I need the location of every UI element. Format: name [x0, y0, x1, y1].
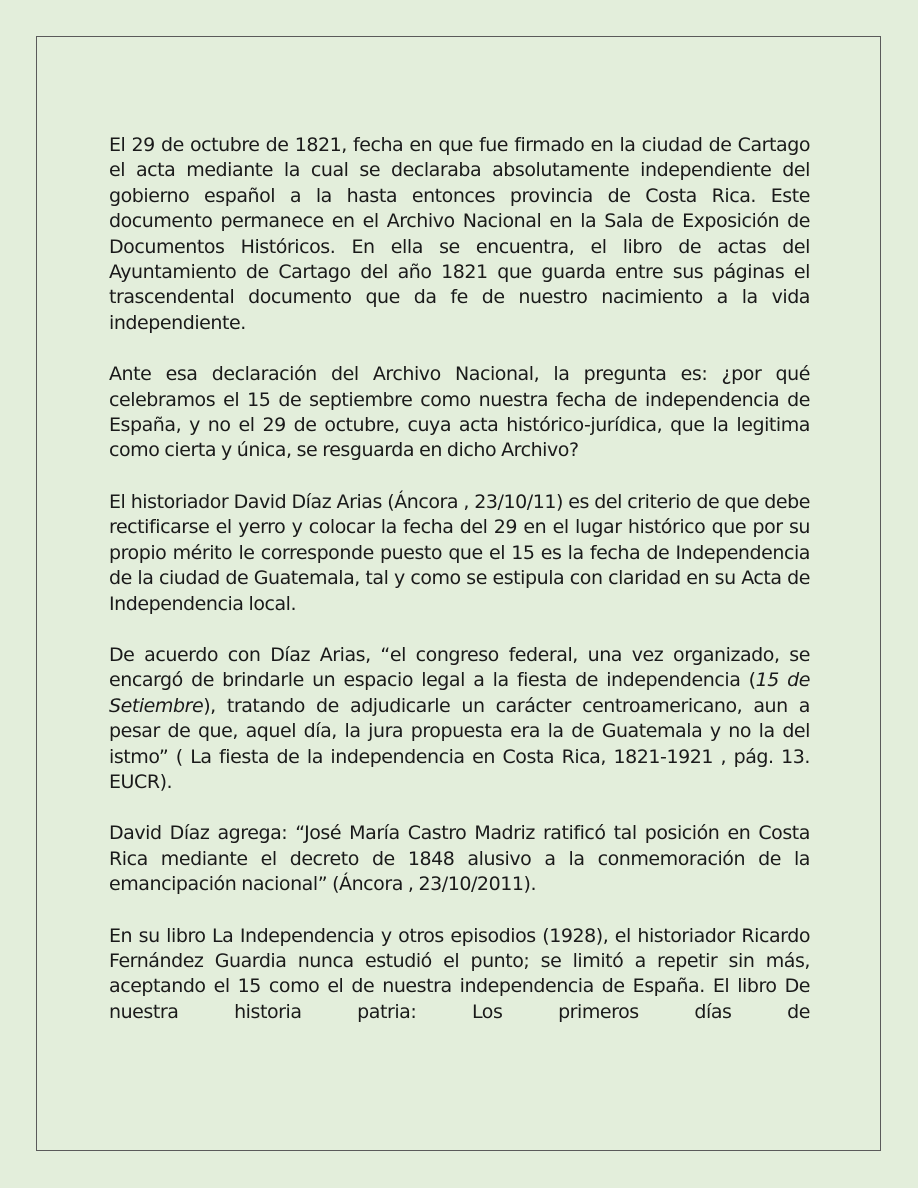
paragraph-4-text-start: De acuerdo con Díaz Arias, “el congreso federal, una vez organizado, se encargó de brindarle un espacio legal a la fiesta de independencia ( [109, 643, 810, 692]
paragraph-2: Ante esa declaración del Archivo Nacional, la pregunta es: ¿por qué celebramos el 15 de septiembre como nuestra fecha de independencia de España, y no el 29 de octubre, cuya acta histórico-jurídica, que la legitima como cierta y única, se resguarda en dicho Archivo? [109, 363, 810, 462]
paragraph-4 [109, 643, 810, 795]
paragraph-3: El historiador David Díaz Arias (Áncora , 23/10/11) es del criterio de que debe rectificarse el yerro y colocar la fecha del 29 en el lugar histórico que por su propio mérito le corresponde puesto que el 15 es la fecha de Independencia de la ciudad de Guatemala, tal y como se estipula con claridad en su Acta de Independencia local. [109, 490, 810, 615]
paragraph-6: En su libro La Independencia y otros episodios (1928), el historiador Ricardo Fernández Guardia nunca estudió el punto; se limitó a repetir sin más, aceptando el 15 como el de nuestra independencia de España. El libro De nuestra historia patria: Los primeros días de [109, 924, 810, 1023]
document-body [109, 133, 810, 1025]
paragraph-4-text-end: ), tratando de adjudicarle un carácter centroamericano, aun a pesar de que, aquel día, la jura propuesta era la de Guatemala y no la del istmo” ( La fiesta de la independencia en Costa Rica, 1821-1921 , pág. 13. EUCR). [109, 694, 810, 793]
paragraph-1: El 29 de octubre de 1821, fecha en que fue firmado en la ciudad de Cartago el acta mediante la cual se declaraba absolutamente independiente del gobierno español a la hasta entonces provincia de Costa Rica. Este documento permanece en el Archivo Nacional en la Sala de Exposición de Documentos Históricos. En ella se encuentra, el libro de actas del Ayuntamiento de Cartago del año 1821 que guarda entre sus páginas el trascendental documento que da fe de nuestro nacimiento a la vida independiente. [109, 134, 810, 334]
paragraph-5: David Díaz agrega: “José María Castro Madriz ratificó tal posición en Costa Rica mediante el decreto de 1848 alusivo a la conmemoración de la emancipación nacional” (Áncora , 23/10/2011). [109, 822, 810, 896]
paragraph-4-italic-date: 15 de Setiembre [109, 669, 810, 717]
